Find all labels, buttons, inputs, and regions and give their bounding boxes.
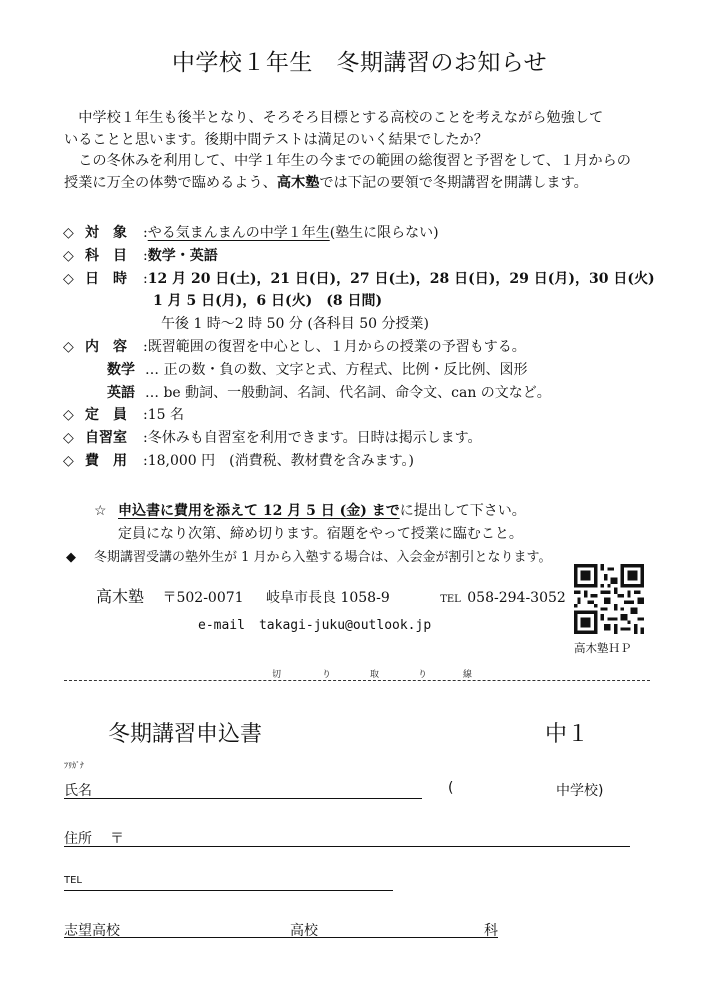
colon: : [143, 247, 148, 264]
detail-capacity [63, 404, 683, 427]
english-text: … be 動詞、一般動詞、名詞、代名詞、命令文、can の文など。 [145, 384, 551, 401]
tel-number: 058-294-3052 [467, 590, 566, 606]
notes [64, 500, 684, 569]
contact-line [96, 584, 566, 607]
detail-english [63, 382, 683, 405]
name-label: 氏名 [64, 783, 92, 799]
intro-paragraph [64, 108, 674, 194]
star-icon: ☆ [94, 503, 107, 519]
subject-label: 科 目 [85, 247, 127, 264]
apply-deadline: 申込書に費用を添えて 12 月 5 日 (金) まで [118, 503, 400, 519]
dates-label: 日 時 [85, 270, 127, 287]
intro-line-1: 中学校１年生も後半となり、そろそろ目標とする高校のことを考えながら勉強して [78, 110, 604, 126]
detail-dates-3 [63, 313, 683, 336]
intro-line-4 [64, 173, 674, 195]
school-name: 高木塾 [96, 587, 145, 606]
detail-dates [63, 268, 683, 291]
study-text: 冬休みも自習室を利用できます。日時は掲示します。 [147, 430, 482, 447]
diamond-bullet: ◇ [63, 452, 74, 469]
colon: : [143, 407, 148, 424]
cut-line-char: り [322, 670, 332, 680]
form-title: 冬期講習申込書 [108, 722, 263, 747]
school-choice-field[interactable] [64, 937, 498, 938]
detail-fee [63, 450, 683, 473]
ka-label: 科 [484, 923, 498, 939]
cut-line-char: り [418, 670, 428, 680]
cut-line-char: 取 [370, 670, 380, 680]
diamond-bullet: ◇ [63, 338, 74, 355]
math-label: 数学 [107, 361, 135, 378]
detail-dates-2 [63, 290, 683, 313]
intro-line-4c: では下記の要領で冬期講習を開講します。 [319, 174, 588, 191]
colon: : [143, 338, 148, 355]
capacity-note-row [64, 523, 684, 546]
detail-target [63, 222, 683, 245]
diamond-bullet: ◇ [63, 247, 74, 264]
target-label: 対 象 [85, 225, 127, 241]
apply-line [118, 500, 526, 523]
intro-line-2: いることと思います。後期中間テストは満足のいく結果でしたか？ [64, 131, 488, 148]
capacity-label: 定 員 [85, 407, 127, 424]
qr-caption: 高木塾ＨＰ [574, 641, 632, 655]
colon: : [143, 430, 148, 447]
postal-mark: 〒 [110, 831, 124, 847]
qr-code-icon[interactable] [574, 564, 644, 634]
detail-study-room [63, 427, 683, 450]
address-field[interactable] [64, 846, 630, 847]
intro-line-4a: 授業に万全の体勢で臨めるよう、 [64, 174, 277, 191]
content-label: 内 容 [85, 338, 127, 355]
name-field[interactable] [64, 798, 422, 799]
dates-line-2: 1 月 5 日(月)，6 日(火) (8 日間) [153, 293, 383, 310]
diamond-bullet: ◇ [63, 407, 74, 424]
math-text: … 正の数・負の数、文字と式、方程式、比例・反比例、図形 [145, 361, 528, 378]
target-note: (塾生に限らない) [329, 225, 439, 241]
fee-text: 18,000 円 (消費税、教材費を含みます。) [147, 452, 414, 469]
dates-line-1: 12 月 20 日(土)，21 日(日)，27 日(土)，28 日(日)，29 日(月)，30 日(火) [147, 270, 655, 287]
diamond-filled-icon: ◆ [66, 550, 76, 565]
diamond-bullet: ◇ [63, 225, 74, 241]
tel-label: TEL [440, 594, 461, 605]
school-choice-label: 志望高校 [64, 923, 120, 939]
apply-note [64, 500, 684, 523]
tel-field[interactable] [64, 890, 393, 891]
target-text: やる気まんまんの中学１年生 [147, 225, 330, 241]
address: 岐阜市長良 1058-9 [266, 590, 390, 606]
tel-label-form: TEL [64, 875, 82, 886]
colon: : [143, 452, 148, 469]
intro-line-3: この冬休みを利用して、中学１年生の今までの範囲の総復習と予習をして、１月からの [78, 153, 631, 169]
capacity-note: 定員になり次第、締め切ります。宿題をやって授業に臨むこと。 [118, 526, 523, 542]
email-label: e-mail [198, 618, 245, 633]
dates-line-3: 午後 1 時〜2 時 50 分 (各科目 50 分授業) [161, 316, 429, 333]
cut-line-divider [64, 680, 650, 681]
detail-math [63, 359, 683, 382]
school-paren-open: ( [448, 780, 454, 796]
detail-content [63, 336, 683, 359]
email-address[interactable]: takagi-juku@outlook.jp [258, 618, 432, 633]
discount-note: 冬期講習受講の塾外生が 1 月から入塾する場合は、入会金が割引となります。 [94, 550, 552, 565]
details-list [63, 222, 683, 473]
postal-code: 〒502-0071 [162, 590, 244, 606]
school-name-inline: 高木塾 [276, 174, 320, 191]
apply-suffix: に提出して下さい。 [399, 503, 526, 519]
notice-title: 中学校１年生 冬期講習のお知らせ [171, 50, 548, 76]
content-text: 既習範囲の復習を中心とし、１月からの授業の予習もする。 [147, 338, 526, 355]
english-label: 英語 [107, 384, 135, 401]
colon: : [143, 270, 148, 287]
diamond-bullet: ◇ [63, 430, 74, 447]
form-grade: 中１ [545, 722, 590, 747]
colon: : [143, 225, 148, 241]
address-label: 住所 [64, 831, 92, 847]
subject-text: 数学・英語 [147, 247, 218, 264]
furigana-label: ﾌﾘｶﾞﾅ [64, 761, 84, 770]
cut-line-char: 切 [272, 670, 282, 680]
diamond-bullet: ◇ [63, 270, 74, 287]
email-line [198, 618, 431, 633]
study-label: 自習室 [85, 430, 127, 447]
detail-subject [63, 245, 683, 268]
capacity-text: 15 名 [147, 407, 184, 424]
fee-label: 費 用 [85, 452, 127, 469]
school-suffix: 中学校) [556, 783, 604, 799]
koukou-label: 高校 [290, 923, 318, 939]
cut-line-char: 線 [463, 670, 473, 680]
